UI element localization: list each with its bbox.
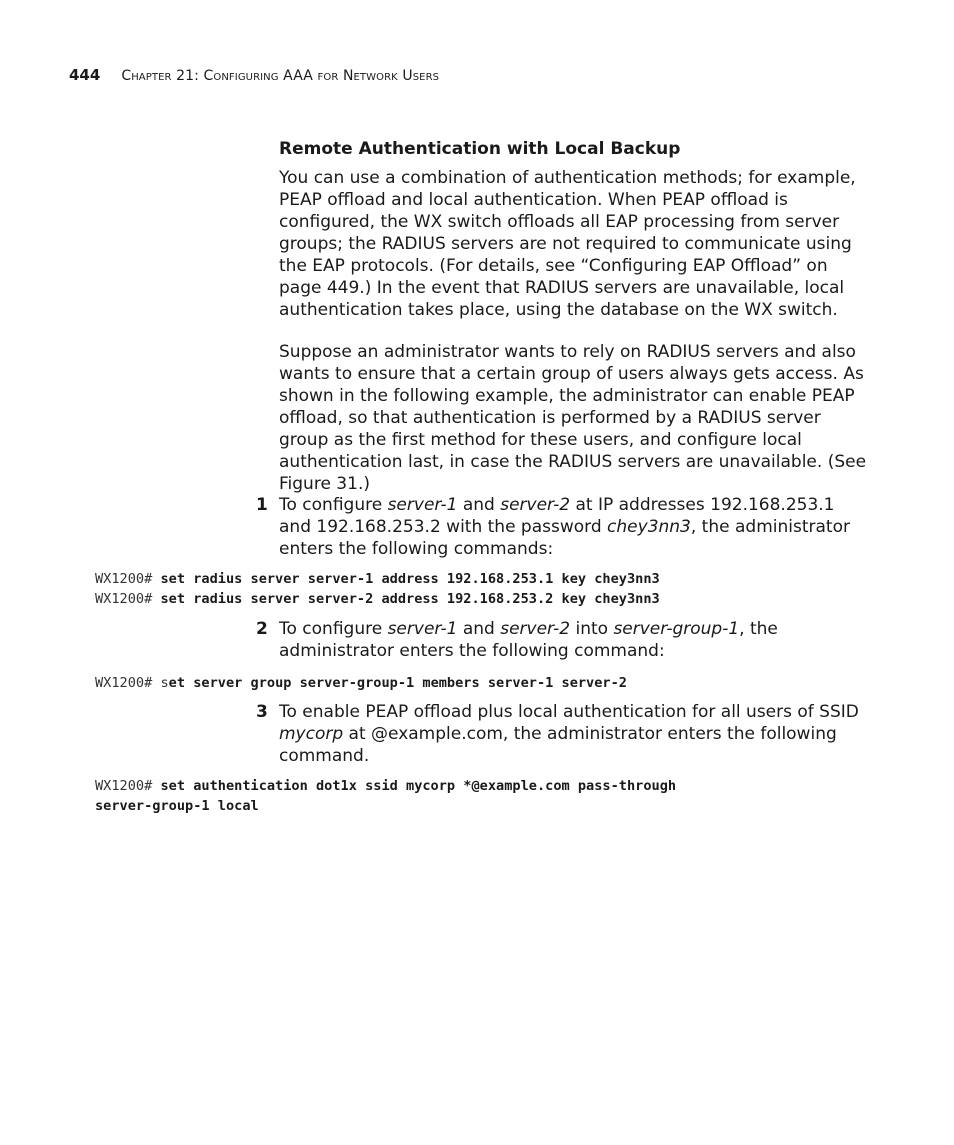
step-emphasis: server-2 xyxy=(500,495,571,515)
step-emphasis: server-1 xyxy=(387,495,458,515)
step-text: To configure xyxy=(279,495,388,515)
step-emphasis: server-1 xyxy=(387,619,458,639)
code-command: set radius server server-1 address 192.168.253.1 key chey3nn3 xyxy=(160,571,660,587)
step-number: 3 xyxy=(256,702,268,722)
step-text: , the administrator enters the following commands: xyxy=(279,517,850,559)
chapter-title: Chapter 21: Configuring AAA for Network Users xyxy=(121,68,440,84)
code-line xyxy=(95,569,660,589)
paragraph: Suppose an administrator wants to rely on RADIUS servers and also wants to ensure that a certain group of users always gets access. As shown in the following example, the administrator can enable PEAP offload, so that authentication is performed by a RADIUS server group as the first method for these users, and configure local authentication last, in case the RADIUS servers are unavailable. (See Figure 31.) xyxy=(279,342,867,494)
step-text: at @example.com, the administrator enters the following command. xyxy=(279,724,837,766)
step-item xyxy=(256,618,869,662)
code-block xyxy=(95,776,676,816)
step-number: 1 xyxy=(256,495,268,515)
section-body xyxy=(279,138,869,495)
step-emphasis: server-group-1 xyxy=(613,619,740,639)
code-prompt: WX1200# xyxy=(95,778,161,794)
code-line xyxy=(95,796,676,816)
code-line xyxy=(95,673,627,693)
code-command: set authentication dot1x ssid mycorp *@example.com pass-through xyxy=(160,778,677,794)
code-command: set radius server server-2 address 192.168.253.2 key chey3nn3 xyxy=(160,591,660,607)
code-line xyxy=(95,589,660,609)
paragraph: You can use a combination of authentication methods; for example, PEAP offload and local authentication. When PEAP offload is configured, the WX switch offloads all EAP processing from server groups; the RADIUS servers are not required to communicate using the EAP protocols. (For details, see “Configuring EAP Offload” on page 449.) In the event that RADIUS servers are unavailable, local authentication takes place, using the database on the WX switch. xyxy=(279,168,856,320)
page-number: 444 xyxy=(69,66,101,84)
code-prompt: WX1200# s xyxy=(95,675,169,691)
step-item xyxy=(256,494,869,560)
section-heading: Remote Authentication with Local Backup xyxy=(279,139,681,159)
page-header xyxy=(69,66,439,84)
step-item xyxy=(256,701,869,767)
step-text: into xyxy=(570,619,614,639)
step-emphasis: chey3nn3 xyxy=(607,517,691,537)
step-text: and xyxy=(457,619,501,639)
step-emphasis: server-2 xyxy=(500,619,571,639)
code-command: server-group-1 local xyxy=(95,798,259,814)
code-block xyxy=(95,569,660,609)
step-text: at IP addresses 192.168.253.1 and 192.168.253.2 with the password xyxy=(279,495,835,537)
code-command: et server group server-group-1 members server-1 server-2 xyxy=(168,675,627,691)
code-block xyxy=(95,673,627,693)
step-text: , the administrator enters the following command: xyxy=(279,619,778,661)
step-text: To configure xyxy=(279,619,388,639)
code-prompt: WX1200# xyxy=(95,591,161,607)
code-prompt: WX1200# xyxy=(95,571,161,587)
step-text: and xyxy=(457,495,501,515)
code-line xyxy=(95,776,676,796)
step-number: 2 xyxy=(256,619,268,639)
step-emphasis: mycorp xyxy=(279,724,344,744)
step-text: To enable PEAP offload plus local authentication for all users of SSID xyxy=(279,702,859,722)
